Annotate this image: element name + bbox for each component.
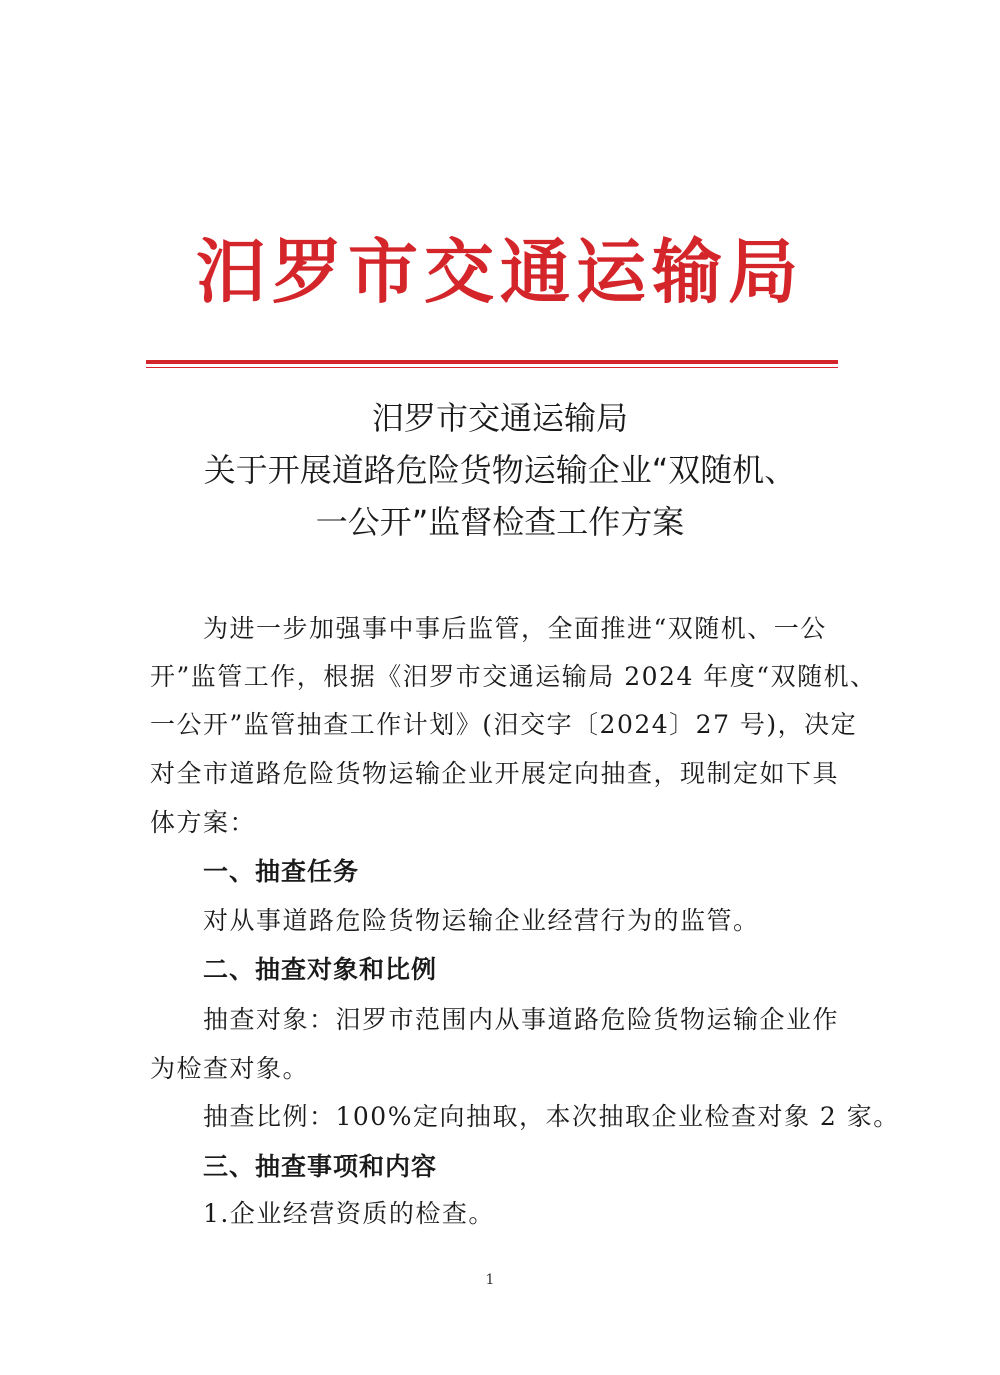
letterhead-org-name: 汨罗市交通运输局 — [196, 230, 804, 313]
letterhead-red-rule-thin — [146, 367, 838, 368]
letterhead-red-rule — [146, 360, 838, 364]
section-1-text: 对从事道路危险货物运输企业经营行为的监管。 — [203, 906, 760, 935]
intro-line-1: 为进一步加强事中事后监管，全面推进“双随机、一公 — [203, 614, 827, 643]
intro-line-2: 开”监管工作，根据《汨罗市交通运输局 2024 年度“双随机、 — [150, 662, 877, 691]
section-2-object-line-1: 抽查对象：汨罗市范围内从事道路危险货物运输企业作 — [203, 1005, 840, 1034]
section-1-heading: 一、抽查任务 — [203, 857, 360, 886]
section-3-heading: 三、抽查事项和内容 — [203, 1152, 438, 1181]
section-3-item-1: 1.企业经营资质的检查。 — [203, 1199, 495, 1228]
section-2-object-line-2: 为检查对象。 — [150, 1054, 310, 1083]
section-2-heading: 二、抽查对象和比例 — [203, 955, 438, 984]
document-title-line-2: 关于开展道路危险货物运输企业“双随机、 — [203, 451, 797, 489]
intro-line-4: 对全市道路危险货物运输企业开展定向抽查，现制定如下具 — [150, 759, 840, 788]
document-title-line-3: 一公开”监督检查工作方案 — [315, 503, 685, 541]
page-number: 1 — [485, 1272, 495, 1288]
section-2-ratio: 抽查比例：100%定向抽取，本次抽取企业检查对象 2 家。 — [203, 1102, 900, 1131]
intro-line-3: 一公开”监管抽查工作计划》(汨交字〔2024〕27 号)，决定 — [150, 710, 858, 739]
document-title-line-1: 汨罗市交通运输局 — [371, 399, 628, 437]
intro-line-5: 体方案： — [150, 808, 257, 837]
